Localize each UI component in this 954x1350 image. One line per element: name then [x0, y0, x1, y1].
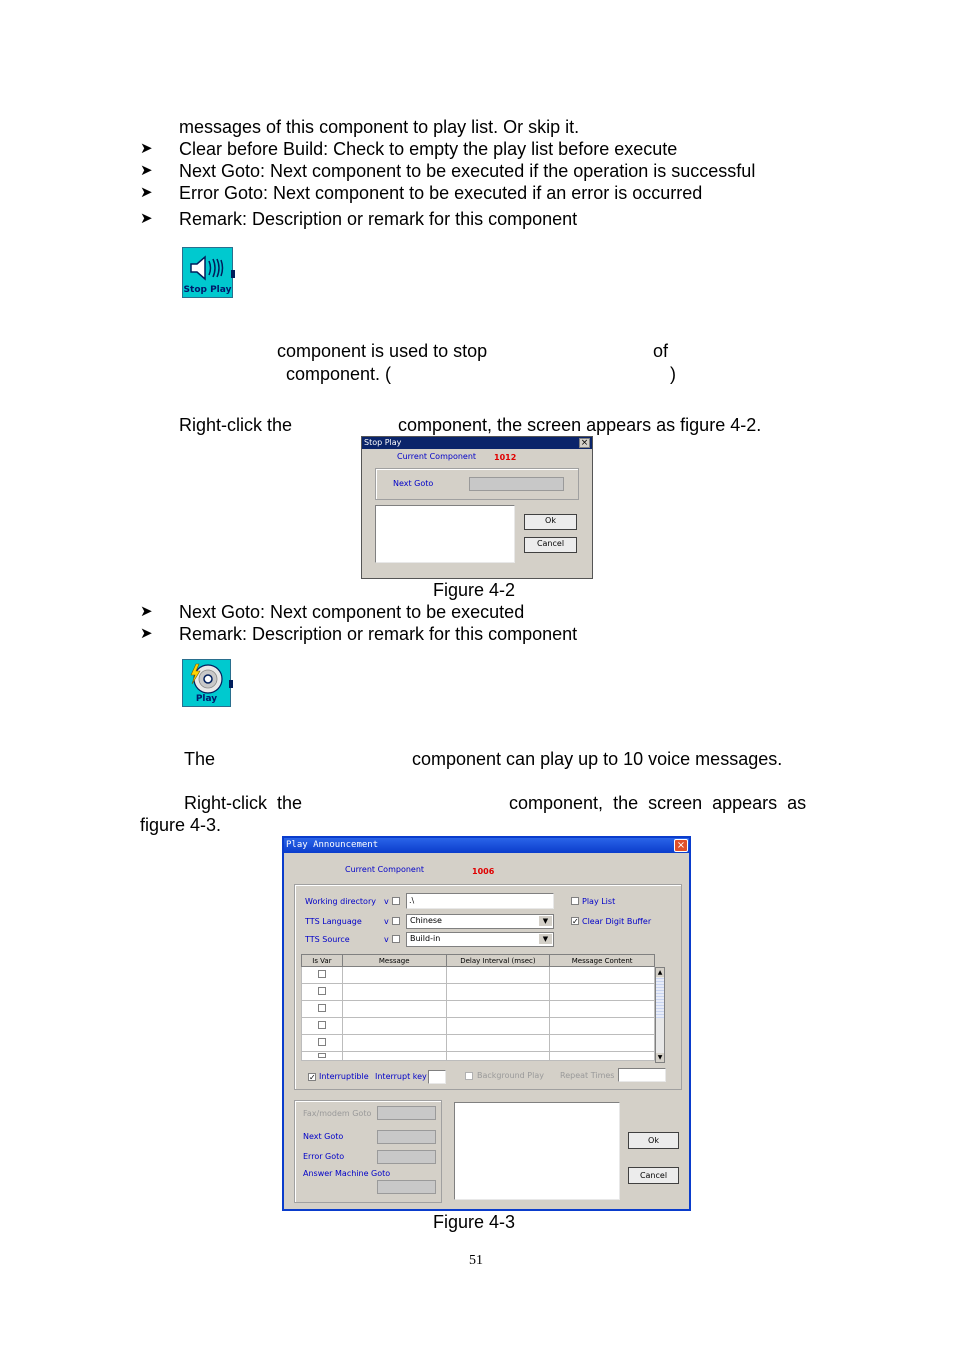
next-goto-field[interactable] [469, 477, 564, 491]
ok-button[interactable]: Ok [524, 514, 577, 530]
stop-play-icon-label: Stop Play [183, 285, 232, 295]
interrupt-key-label: Interrupt key [375, 1072, 427, 1081]
bullet-arrow-icon: ➤ [140, 603, 153, 620]
connector-port [231, 270, 235, 278]
page-number: 51 [469, 1253, 483, 1268]
bullet-next-goto: Next Goto: Next component to be executed if the operation is successful [179, 161, 756, 181]
chevron-down-icon[interactable]: ▼ [539, 916, 552, 926]
bullet-arrow-icon: ➤ [140, 625, 153, 642]
scroll-thumb[interactable] [656, 978, 664, 1018]
answer-machine-goto-label: Answer Machine Goto [303, 1169, 391, 1178]
working-directory-input[interactable]: .\ [406, 893, 554, 909]
current-component-label: Current Component [345, 865, 425, 874]
interruptible-label: Interruptible [319, 1072, 369, 1081]
play-desc-a: The [184, 749, 216, 769]
background-play-checkbox[interactable] [465, 1072, 473, 1080]
tts-source-select[interactable] [406, 932, 554, 947]
column-header[interactable]: Delay Interval (msec) [446, 955, 550, 967]
interrupt-key-input[interactable] [428, 1070, 446, 1084]
remark-textarea[interactable] [375, 505, 515, 563]
current-component-value: 1006 [472, 867, 495, 876]
stop-play-instr-b: component, the screen appears as figure 4-2. [398, 415, 762, 435]
column-header[interactable]: Is Var [302, 955, 343, 967]
fax-modem-goto-field[interactable] [377, 1106, 436, 1120]
clear-digit-buffer-checkbox[interactable]: ✓ [572, 917, 579, 926]
play-list-checkbox[interactable] [571, 897, 579, 905]
tts-source-var-checkbox[interactable] [392, 935, 400, 943]
table-row[interactable] [302, 1001, 655, 1018]
chevron-down-icon[interactable]: ▼ [539, 934, 552, 944]
stop-play-desc-1a: component is used to stop [277, 341, 488, 361]
play-announcement-dialog [282, 836, 691, 1211]
is-var-checkbox[interactable] [318, 987, 326, 995]
play-instr-a: Right-click the [184, 793, 303, 813]
bullet-stop-next-goto: Next Goto: Next component to be executed [179, 602, 525, 622]
current-component-value: 1012 [494, 453, 517, 462]
cancel-button[interactable]: Cancel [524, 537, 577, 553]
scroll-up-icon[interactable]: ▲ [657, 969, 663, 976]
stop-play-component-icon [182, 247, 233, 298]
play-icon-label: Play [195, 694, 218, 704]
bullet-arrow-icon: ➤ [140, 162, 153, 179]
play-component-icon [182, 659, 231, 707]
next-goto-label: Next Goto [393, 479, 434, 488]
play-instr-c: figure 4-3. [140, 815, 222, 835]
intro-continuation: messages of this component to play list. Or skip it. [179, 117, 580, 137]
play-desc-b: component can play up to 10 voice messages. [412, 749, 783, 769]
background-play-label: Background Play [477, 1071, 544, 1080]
play-list-label: Play List [582, 897, 616, 906]
tts-source-label: TTS Source [305, 935, 350, 944]
table-row[interactable] [302, 1035, 655, 1052]
remark-textarea[interactable] [454, 1102, 620, 1200]
working-directory-var-checkbox[interactable] [392, 897, 400, 905]
tts-source-var-label: v [384, 935, 389, 944]
stop-play-instr-a: Right-click the [179, 415, 293, 435]
is-var-checkbox[interactable] [318, 1038, 326, 1046]
tts-language-label: TTS Language [305, 917, 362, 926]
fax-modem-goto-label: Fax/modem Goto [303, 1109, 372, 1118]
stop-play-desc-1b: of [653, 341, 669, 361]
table-row[interactable] [302, 984, 655, 1001]
is-var-checkbox[interactable] [318, 1004, 326, 1012]
is-var-checkbox[interactable] [318, 1021, 326, 1029]
bullet-arrow-icon: ➤ [140, 140, 153, 157]
error-goto-field[interactable] [377, 1150, 436, 1164]
ok-button[interactable]: Ok [628, 1132, 679, 1149]
dialog-title: Stop Play [362, 437, 592, 449]
repeat-times-input[interactable] [618, 1068, 666, 1082]
message-table [301, 954, 655, 1061]
disc-icon [183, 662, 231, 698]
next-goto-field[interactable] [377, 1130, 436, 1144]
dialog-title: Play Announcement [284, 838, 689, 853]
clear-digit-buffer-label: Clear Digit Buffer [582, 917, 652, 926]
connector-port [229, 680, 233, 688]
bullet-remark: Remark: Description or remark for this component [179, 209, 578, 229]
bullet-stop-remark: Remark: Description or remark for this component [179, 624, 578, 644]
stop-play-dialog [361, 436, 593, 579]
tts-language-var-label: v [384, 917, 389, 926]
stop-play-desc-2a: component. ( [286, 364, 392, 384]
error-goto-label: Error Goto [303, 1152, 345, 1161]
table-row[interactable] [302, 1052, 655, 1061]
tts-language-select[interactable] [406, 914, 554, 929]
next-goto-label: Next Goto [303, 1132, 344, 1141]
play-instr-b: component, the screen appears as [509, 793, 807, 813]
figure-4-2-caption: Figure 4-2 [433, 580, 516, 600]
interruptible-checkbox[interactable]: ✓ [309, 1073, 316, 1082]
bullet-clear-before-build: Clear before Build: Check to empty the play list before execute [179, 139, 678, 159]
speaker-icon [183, 251, 233, 285]
answer-machine-goto-field[interactable] [377, 1180, 436, 1194]
tts-language-value: Chinese [410, 916, 442, 925]
table-scrollbar[interactable] [655, 967, 665, 1063]
column-header[interactable]: Message Content [550, 955, 655, 967]
close-icon[interactable]: × [580, 438, 589, 448]
bullet-arrow-icon: ➤ [140, 184, 153, 201]
tts-language-var-checkbox[interactable] [392, 917, 400, 925]
repeat-times-label: Repeat Times [560, 1071, 615, 1080]
cancel-button[interactable]: Cancel [628, 1167, 679, 1184]
figure-4-3-caption: Figure 4-3 [433, 1212, 516, 1232]
working-directory-label: Working directory [305, 897, 376, 906]
table-row[interactable] [302, 1018, 655, 1035]
table-row[interactable] [302, 967, 655, 984]
stop-play-desc-2b: ) [670, 364, 676, 384]
scroll-down-icon[interactable]: ▼ [657, 1054, 663, 1061]
column-header[interactable]: Message [342, 955, 446, 967]
current-component-label: Current Component [397, 452, 477, 461]
working-directory-var-label: v [384, 897, 389, 906]
close-icon[interactable]: × [674, 839, 688, 852]
tts-source-value: Build-in [410, 934, 441, 943]
bullet-error-goto: Error Goto: Next component to be executed if an error is occurred [179, 183, 703, 203]
is-var-checkbox[interactable] [318, 970, 326, 978]
bullet-arrow-icon: ➤ [140, 210, 153, 227]
is-var-checkbox[interactable] [318, 1053, 326, 1058]
